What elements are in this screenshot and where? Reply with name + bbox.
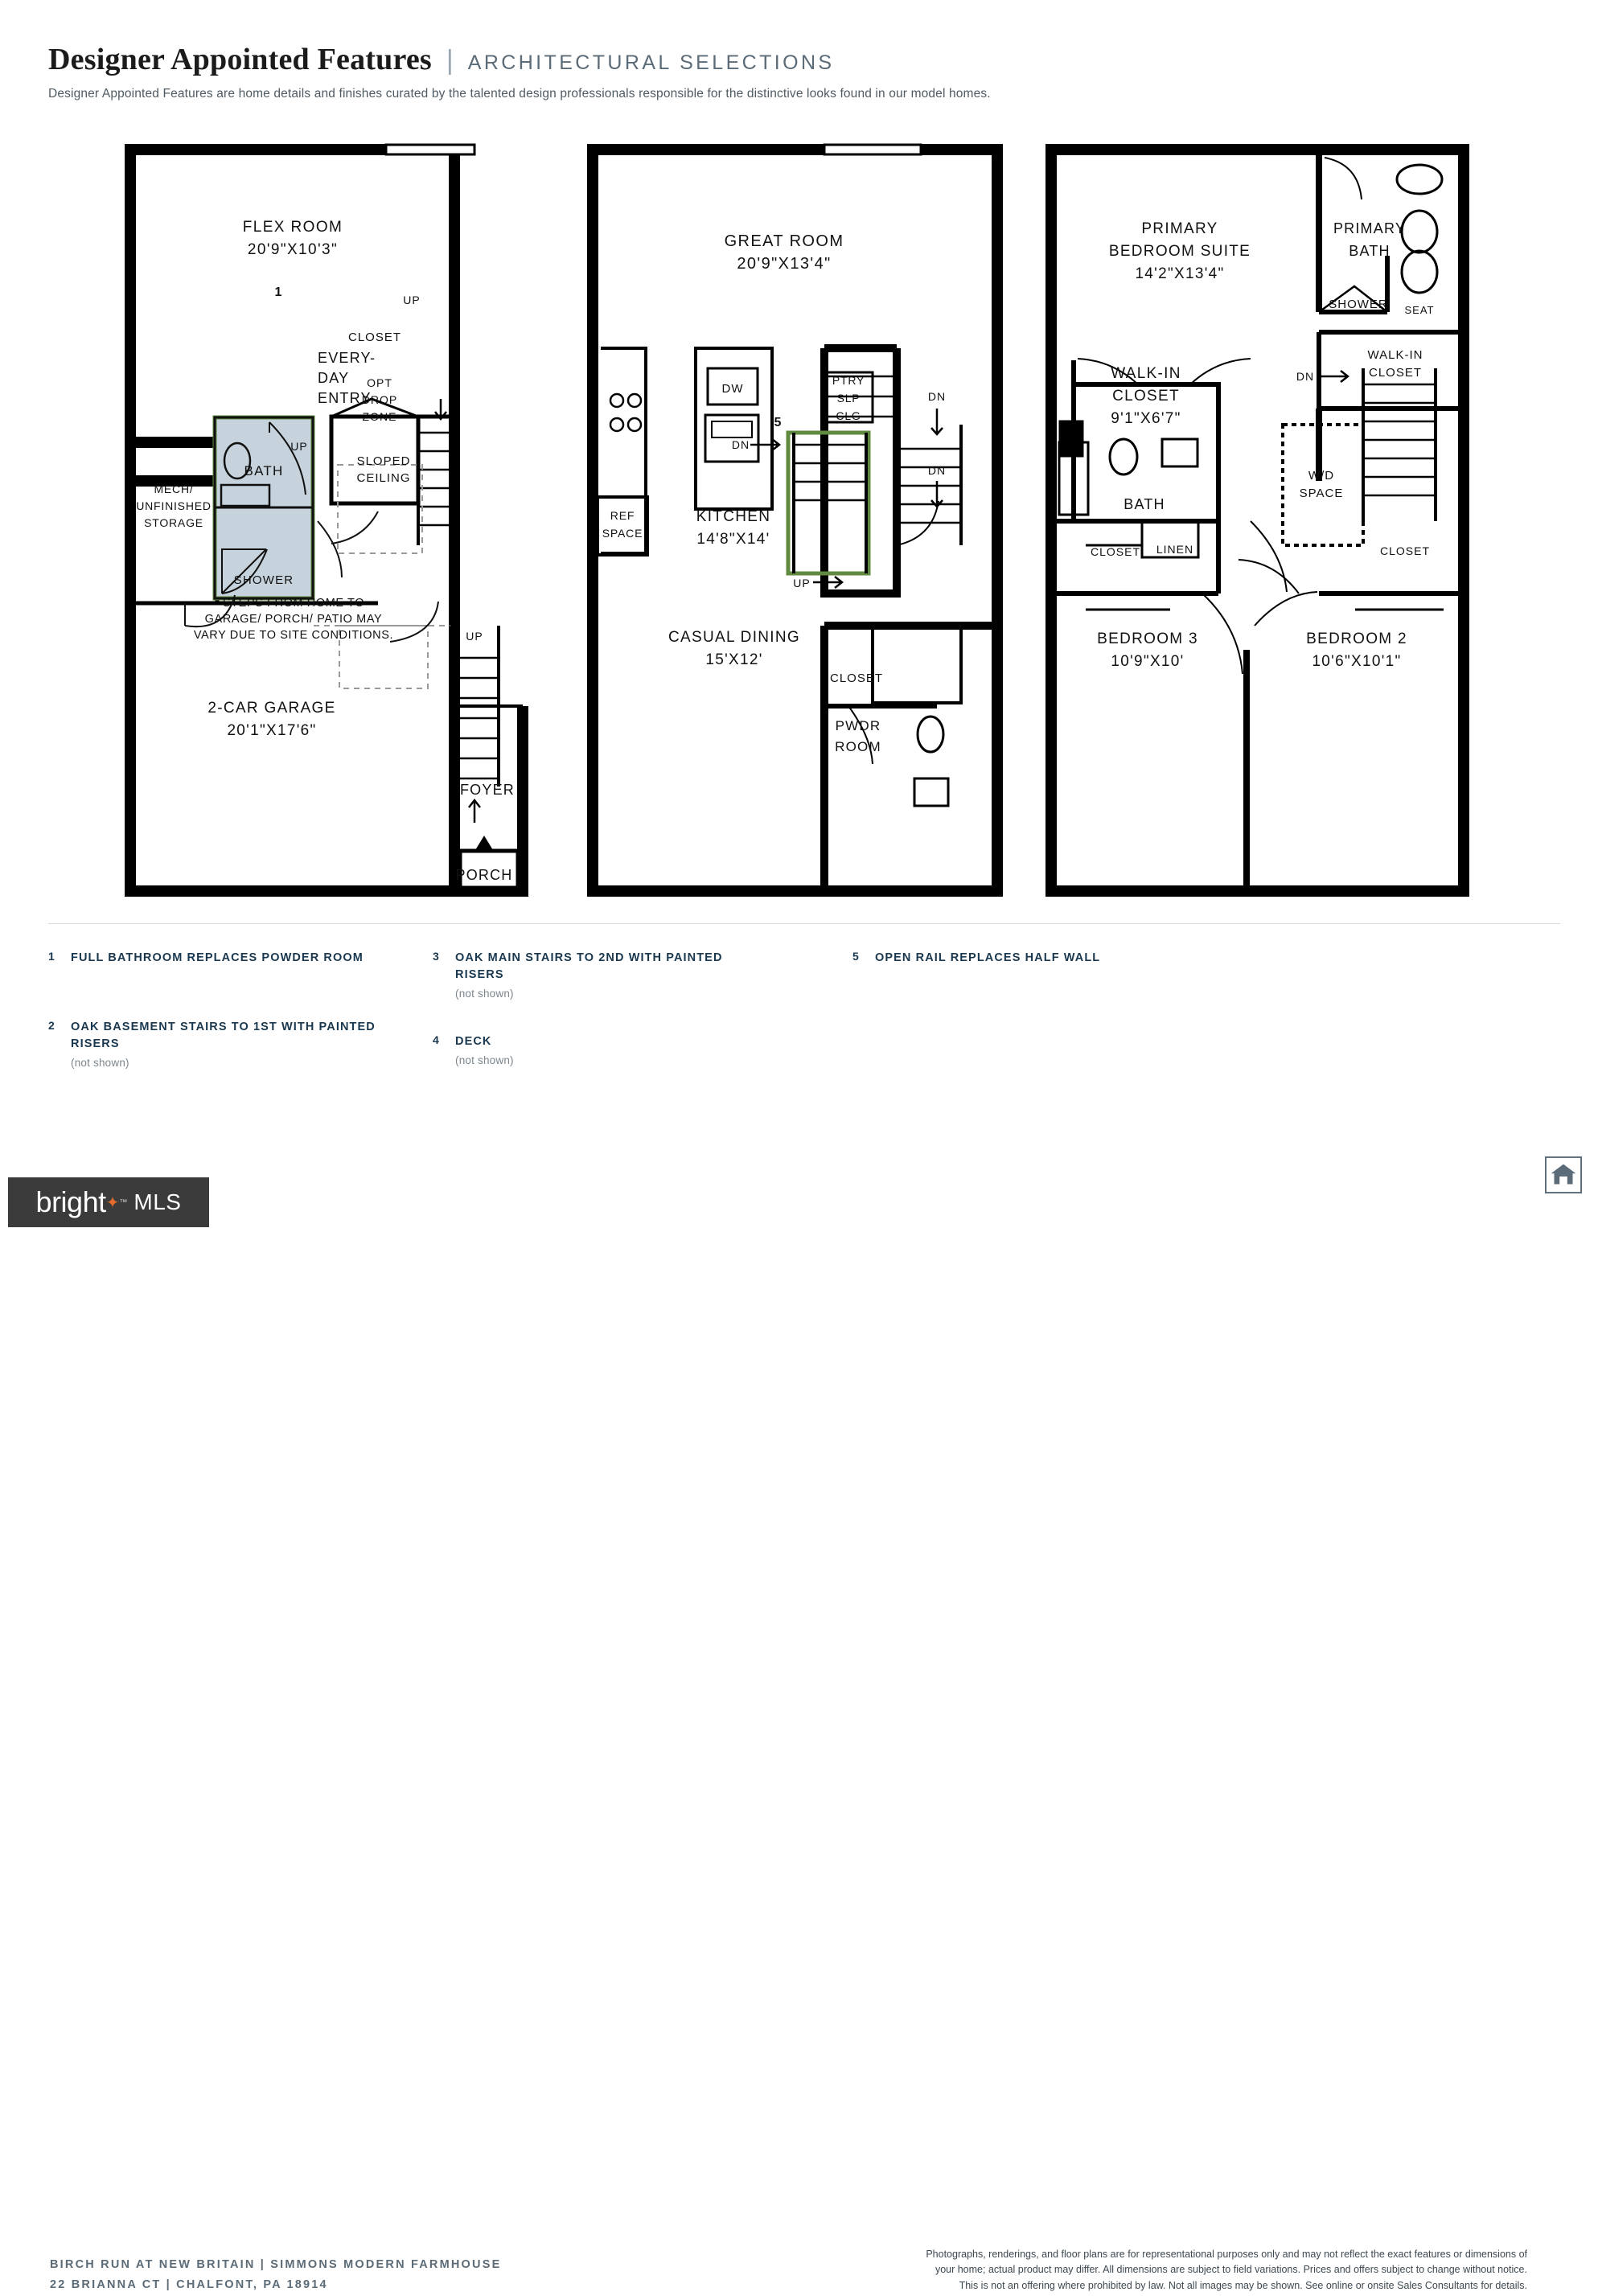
legend-item-1 [48,950,386,967]
header-divider: | [446,45,454,76]
legend-number-1: 1 [48,950,55,963]
upper-level-plan [1041,143,1476,899]
label-great-room-dims: 20'9"X13'4" [737,255,832,273]
label-walkin-right-1: WALK-IN [1367,348,1423,362]
legend [48,923,1560,1070]
page-title: Designer Appointed Features [48,43,432,76]
label-primary-bath-2: BATH [1349,243,1391,259]
lower-level-plan [121,143,547,899]
label-bath: BATH [244,463,284,479]
legend-text-3-main: OAK MAIN STAIRS TO 2ND WITH PAINTED RISERS [455,951,723,982]
label-kitchen-dims: 14'8"X14' [696,531,770,548]
label-pantry-1: PTRY [832,374,865,387]
label-bath: BATH [1124,496,1165,512]
label-up-2: UP [290,440,308,453]
legend-number-5: 5 [852,950,859,963]
label-opt-1: OPT [367,376,392,389]
label-primary-dims: 14'2"X13'4" [1135,265,1225,282]
page-subtitle: ARCHITECTURAL SELECTIONS [467,51,835,74]
legend-note-4: (not shown) [455,1054,514,1067]
page-header [48,42,1560,101]
legend-note-3: (not shown) [455,988,514,1000]
marker-1: 1 [274,285,282,299]
legend-text-5: OPEN RAIL REPLACES HALF WALL [875,951,1101,964]
community-line-1: BIRCH RUN AT NEW BRITAIN | SIMMONS MODERN FARMHOUSE [50,2258,502,2271]
label-primary-2: BEDROOM SUITE [1108,243,1251,260]
label-ref-2: SPACE [602,527,643,540]
label-walkin-1: WALK-IN [1111,365,1181,382]
disclaimer-line-3: This is not an offering where prohibited by law. Not all images may be shown. See online or onsite Sales Consultants for details. [959,2279,1527,2291]
label-opt-2: DROP [361,393,398,406]
legend-number-4: 4 [433,1033,439,1046]
label-kitchen: KITCHEN [696,508,771,525]
label-dishwasher: DW [721,382,744,396]
label-closet-left: CLOSET [1090,545,1141,558]
label-walkin-dims: 9'1"X6'7" [1111,410,1181,427]
label-dn-3: DN [927,464,947,477]
community-info [50,2255,501,2296]
legend-number-3: 3 [433,950,439,963]
trademark-icon: ™ [119,1197,128,1207]
label-flex-room: FLEX ROOM [242,219,343,236]
label-bedroom-3-dims: 10'9"X10' [1111,653,1185,670]
label-linen: LINEN [1156,543,1194,556]
disclaimer-line-2: your home; actual product may differ. All dimensions are subject to field variations. Prices and offers subject to change without notice. [935,2264,1527,2276]
label-casual-dining: CASUAL DINING [668,629,801,646]
label-opt-3: ZONE [362,410,397,423]
label-mech-2: UNFINISHED [136,499,212,512]
label-site-note-2: GARAGE/ PORCH/ PATIO MAY [204,613,383,626]
label-closet: CLOSET [347,331,402,344]
label-bedroom-2: BEDROOM 2 [1306,630,1407,647]
legend-text-1: FULL BATHROOM REPLACES POWDER ROOM [71,951,364,964]
label-closet-right: CLOSET [1379,544,1431,557]
main-level-plan [583,143,1009,899]
legend-text-3 [455,950,754,1002]
label-wd-2: SPACE [1299,487,1344,500]
floor-plans-container [0,143,1598,899]
label-pantry-2: SLP [836,392,861,405]
label-powder-2: ROOM [835,739,881,754]
legend-item-5 [852,950,1239,967]
label-mech-3: STORAGE [144,516,203,529]
label-primary-1: PRIMARY [1141,220,1218,237]
label-ref-1: REF [610,509,635,522]
label-porch: PORCH [455,867,513,883]
label-foyer: FOYER [459,782,516,798]
legend-text-2 [71,1019,386,1071]
header-title-row [48,42,1560,77]
label-walkin-right-2: CLOSET [1368,366,1423,380]
header-description: Designer Appointed Features are home details and finishes curated by the talented design professionals responsible for the distinctive looks found in our model homes. [48,87,991,101]
disclaimer-line-1: Photographs, renderings, and floor plans are for representational purposes only and may not reflect the exact features or dimensions of [926,2249,1527,2260]
label-site-note-3: VARY DUE TO SITE CONDITIONS. [193,629,394,642]
label-dn-1: DN [731,438,750,451]
label-bedroom-2-dims: 10'6"X10'1" [1312,653,1402,670]
label-great-room: GREAT ROOM [724,232,844,250]
marker-5: 5 [774,416,782,429]
bright-logo-mls: MLS [134,1189,182,1214]
star-icon: ✦ [105,1193,120,1212]
label-flex-room-dims: 20'9"X10'3" [247,241,339,258]
legend-number-2: 2 [48,1019,55,1032]
label-pantry-3: CLG [836,409,861,422]
legend-item-2 [48,1019,386,1071]
label-seat: SEAT [1404,304,1435,316]
label-closet: CLOSET [829,672,884,685]
disclaimer [820,2247,1527,2294]
bright-mls-logo [8,1177,209,1227]
community-line-2: 22 BRIANNA CT | CHALFONT, PA 18914 [50,2278,328,2292]
label-casual-dining-dims: 15'X12' [705,651,763,668]
label-up: UP [793,577,811,589]
bright-logo-text: bright [35,1185,106,1218]
label-dn: DN [1296,370,1315,383]
label-everyday-3: ENTRY [318,390,372,406]
page-footer [0,1123,1598,2292]
label-up-1: UP [403,294,421,306]
legend-item-4 [433,1033,754,1069]
label-powder-1: PWDR [835,718,881,733]
equal-housing-opportunity-icon [1545,1156,1582,1193]
label-walkin-2: CLOSET [1112,388,1180,405]
label-garage-dims: 20'1"X17'6" [227,722,317,739]
label-everyday-1: EVERY- [318,350,376,366]
label-up-3: UP [466,630,483,643]
label-bedroom-3: BEDROOM 3 [1097,630,1198,647]
label-shower: SHOWER [1329,298,1388,311]
legend-text-2-main: OAK BASEMENT STAIRS TO 1ST WITH PAINTED RISERS [71,1021,376,1051]
label-dn-2: DN [927,390,947,403]
legend-text-4-main: DECK [455,1035,492,1048]
label-shower: SHOWER [233,573,294,587]
label-everyday-2: DAY [318,370,350,386]
legend-note-2: (not shown) [71,1057,129,1070]
label-mech-1: MECH/ [154,483,194,495]
label-sloped-2: CEILING [356,471,411,485]
label-site-note-1: STEPS FROM HOME TO [222,597,365,610]
label-garage: 2-CAR GARAGE [207,700,336,717]
label-wd-1: W/D [1308,469,1335,483]
label-sloped-1: SLOPED [356,454,411,468]
legend-text-4 [455,1033,514,1069]
legend-item-3 [433,950,754,1002]
label-primary-bath-1: PRIMARY [1333,220,1407,236]
